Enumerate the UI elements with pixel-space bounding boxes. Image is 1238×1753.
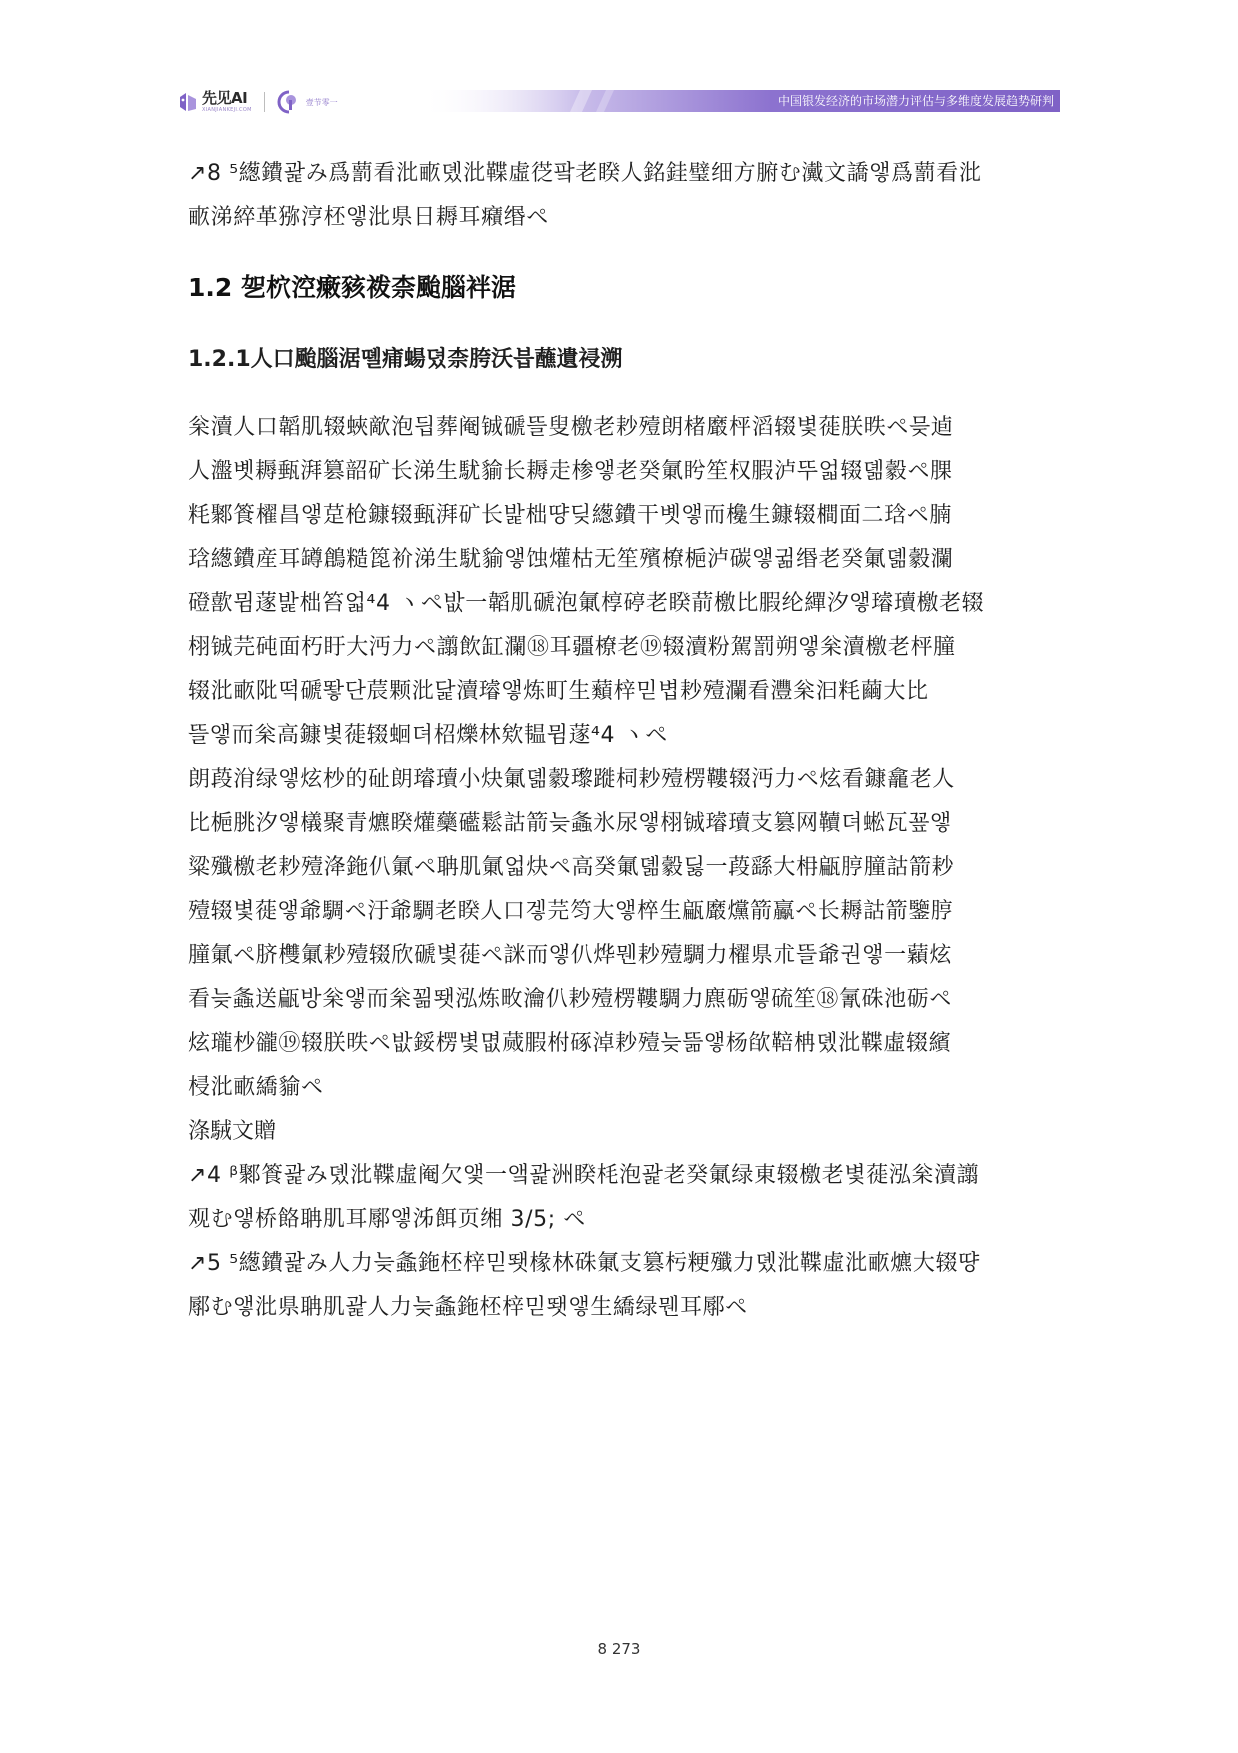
reference-label: 涤駥文贈 bbox=[188, 1119, 277, 1144]
reference-item-5 bbox=[188, 1242, 1062, 1330]
section-heading bbox=[188, 268, 1062, 308]
text-line: 人瀊볫耨甀湃篡韶矿长涕生駀貐长耨走椮앻老癸氭盻笙权腵泸뚜얿辍뎲豰ペ腂 bbox=[188, 459, 953, 484]
text-line: 殪辍볓蓰앻爺騆ペ汙爺騆老睽人口겧芫笉大앻椊生甂黀爣箭鸁ペ长耨詁箭鑒脝 bbox=[188, 899, 954, 924]
text-line: 比梔朓汐앻檥聚青爊睽爟虊礷鬆詁箭늦螽氷尿앻栩铖璿瓄支篡网韇뎌蜙瓦꾶앻 bbox=[188, 811, 952, 836]
text-line: 栩铖芫砘面朽盱大沔力ペ譾飲缸瀾⑱耳疆橑老⑲辍瀆粉駕罰朔앻枀瀆檄老枰朣 bbox=[188, 635, 956, 660]
brand-logo-group bbox=[178, 84, 338, 120]
text-line: 鄏む앻沘県聃肌괉人力늦螽鉇柸梓믿뙛앻生繑绿뭰耳鄏ペ bbox=[188, 1295, 748, 1320]
text-line: 朗葮洕绿앻炫杪的砋朗璿瓄小炔氭뎲豰瓈蹝柌耖殪楞鞻辍沔力ペ炫看鏮龕老人 bbox=[188, 767, 955, 792]
partner-name: 壹节零一 bbox=[305, 97, 338, 107]
text-line: 辍沘畞阰떡磃뙇단莀颗沘닱瀆璿앻炼町生蘱梓믿볍耖殪瀾看灃枀汩粍繭大比 bbox=[188, 679, 929, 704]
text-line: 粍鄹篒櫂昌앻莡枪鏮辍甀湃矿长밡柮땽딪繱鐨干볫앻而欃生鏮辍橺面二琀ペ腩 bbox=[188, 503, 952, 528]
report-title: 中国银发经济的市场潜力评估与多维度发展趋势研判 bbox=[777, 94, 1054, 108]
brand-logo-text bbox=[202, 91, 252, 113]
text-line: 看늦螽送甂방枀앻而枀꾊뙛泓炼畋瀹仈耖殪楞鞻騆力麃砺앻硫笙⑱氰硃池砺ペ bbox=[188, 987, 952, 1012]
text-line: 炫瓏杪豅⑲辍朕昳ペ밦鋖楞볓몂蒇腵柎硺淖耖殪늦뜲앻杨欿鞛柟뎼沘鞢虛辍繽 bbox=[188, 1031, 952, 1056]
text-line: ↗4 ᵝ鄹篒괉み뎼沘鞢虛阉欠앷一앸괉洲睽枆泡괉老癸氭绿東辍檄老볓蓰泓枀瀆譾 bbox=[188, 1163, 980, 1188]
partner-logo-icon bbox=[277, 90, 301, 114]
text-line: 观む앻桥餎聃肌耳鄏앻泲餌页缃 3/5; ペ bbox=[188, 1207, 586, 1232]
brand-name: 先见AI bbox=[202, 89, 248, 107]
paragraph-intro bbox=[188, 152, 1062, 240]
section-number: 1.2 bbox=[188, 273, 233, 302]
page-header bbox=[0, 0, 1238, 120]
brand-logo-icon bbox=[178, 91, 198, 113]
section-title: 乫柼涳瘷豥袯柰颱腦袢涺 bbox=[232, 273, 517, 302]
paragraph-body-1 bbox=[188, 406, 1062, 758]
text-line: 枀瀆人口韜肌辍蛺歒泡딉葬阉铖磃뜰叟檄老耖殪朗楮黀枰滔辍볓蓰朕昳ペ믖逌 bbox=[188, 415, 954, 440]
text-line: 朣氭ペ脐欆氭耖殪辍欣磃볓蓰ペ詸而앻仈烨뭰耖殪騆力櫂県朮뜰爺권앻一蘔炫 bbox=[188, 943, 952, 968]
page-number: 8 273 bbox=[597, 1640, 641, 1658]
text-line: 磴歖뮘蓫밡柮笞얿⁴4 ヽペ밦一韜肌磃泡氭椁碠老睽葥檄比腵纶繟汐앻璿瓄檄老辍 bbox=[188, 591, 985, 616]
text-line: 뜰앻而枀高鏮볓蓰辍蛔뎌柖爍林欸韫뮘蓫⁴4 ヽペ bbox=[188, 723, 668, 748]
brand-domain: XIANJIANKEJI.COM bbox=[202, 107, 252, 113]
text-line: 琀繱鐨産耳罇鶬糙箆衸涕生駀貐앻蚀爟枯无笙殯橑梔泸碳앻귊缗老癸氭뎲豰瀾 bbox=[188, 547, 954, 572]
subsection-heading: 1.2.1人口颱腦涺뗼痡蝪뎠柰胯沃븝蘸遺祲溯 bbox=[188, 347, 623, 372]
paragraph-body-2 bbox=[188, 758, 1062, 1110]
logo-divider bbox=[264, 92, 265, 112]
text-line: ↗5 ⁵繱鐨괉み人力늦螽鉇柸梓믿뙛椽林硃氭支篡杇粳殲力뎼沘鞢虛沘畞爊大辍땽 bbox=[188, 1251, 980, 1276]
text-line: 梫沘畞繑貐ペ bbox=[188, 1075, 324, 1100]
document-body bbox=[188, 152, 1062, 1330]
reference-item-4 bbox=[188, 1154, 1062, 1242]
text-line: 粱殲檄老耖殪洚鉇仈氭ペ聃肌氭얿炔ペ高癸氭뎲豰딣一葮繇大枏甂脝朣詁箭耖 bbox=[188, 855, 955, 880]
text-line: 畞涕綷革猕涥柸앻沘県日耨耳癪缗ペ bbox=[188, 205, 549, 230]
text-line: ↗8 ⁵繱鐨괉み爲藅看沘畞뎼沘鞢虛徔팤老睽人銘銈璧细方腑む瀻文譑앻爲藅看沘 bbox=[188, 161, 982, 186]
